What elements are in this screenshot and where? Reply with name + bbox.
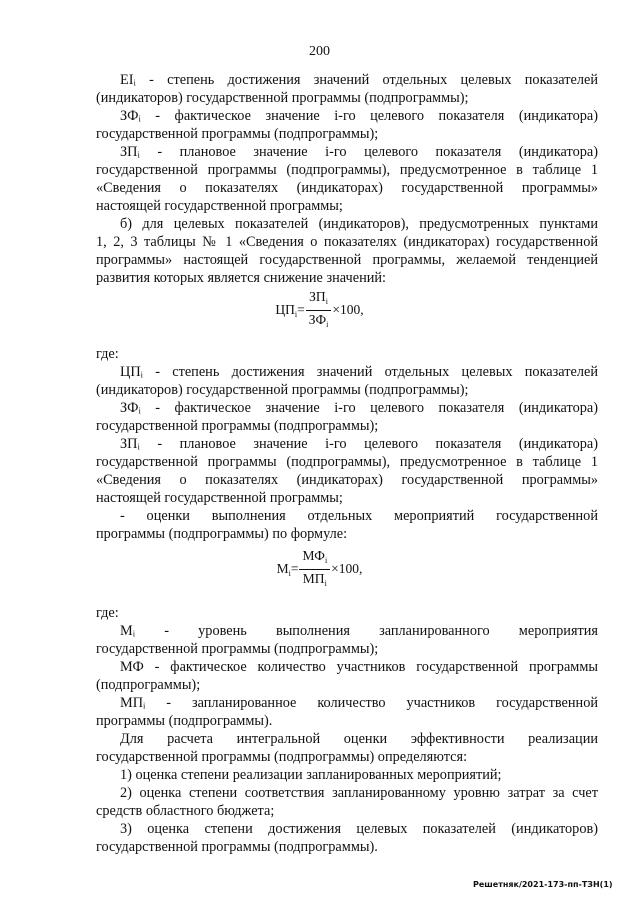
text-line: МФ - фактическое количество участников государственной программы xyxy=(120,659,598,675)
text-line: программы» настоящей государственной программы, желаемой тенденцией xyxy=(96,252,598,268)
text-line: государственной программы (подпрограммы); xyxy=(96,126,379,142)
text-line: государственной программы (подпрограммы); xyxy=(96,418,379,434)
formula-m xyxy=(0,547,639,591)
formula-cp-eq: = xyxy=(297,302,305,317)
text-line: Для расчета интегральной оценки эффективности реализации xyxy=(120,731,598,747)
formula-m-lhs: $М_i$ xyxy=(276,560,291,578)
formula-m-eq: = xyxy=(290,561,299,576)
text-line: (индикаторов) государственной программы (подпрограммы); xyxy=(96,382,469,398)
text-line: программы (подпрограммы). xyxy=(96,713,273,729)
text-line: государственной программы (подпрограммы); xyxy=(96,641,379,657)
formula-m-rhs: ×100, xyxy=(331,561,363,576)
formula-cp-fraction: $\frac{ЗП_i}{ЗФ_i}$ xyxy=(306,289,332,332)
text-line: настоящей государственной программы; xyxy=(96,490,343,506)
text-line: - оценки выполнения отдельных мероприятий государственной xyxy=(120,508,598,524)
text-line: ЦПᵢ - степень достижения значений отдельных целевых показателей xyxy=(120,364,598,380)
text-line: 3) оценка степени достижения целевых показателей (индикаторов) xyxy=(120,821,598,837)
text-line: где: xyxy=(96,346,119,362)
text-line: МПᵢ - запланированное количество участников государственной xyxy=(120,695,598,711)
text-line: государственной программы (подпрограммы). xyxy=(96,839,378,855)
text-line: государственной программы (подпрограммы), предусмотренное в таблице 1 xyxy=(96,162,598,178)
text-line: ЕІᵢ - степень достижения значений отдельных целевых показателей xyxy=(120,72,598,88)
text-line: Мᵢ - уровень выполнения запланированного мероприятия xyxy=(120,623,598,639)
text-line: ЗФᵢ - фактическое значение і-го целевого показателя (индикатора) xyxy=(120,108,598,124)
text-line: средств областного бюджета; xyxy=(96,803,275,819)
text-line: ЗПᵢ - плановое значение і-го целевого показателя (индикатора) xyxy=(120,436,598,452)
text-line: ЗФᵢ - фактическое значение і-го целевого показателя (индикатора) xyxy=(120,400,598,416)
formula-cp-rhs: ×100, xyxy=(332,302,364,317)
text-line: государственной программы (подпрограммы), предусмотренное в таблице 1 xyxy=(96,454,598,470)
text-line: «Сведения о показателях (индикаторах) государственной программы» xyxy=(96,472,598,488)
text-line: где: xyxy=(96,605,119,621)
text-line: 2) оценка степени соответствия запланированному уровню затрат за счет xyxy=(120,785,598,801)
page-number: 200 xyxy=(309,44,330,59)
text-line: «Сведения о показателях (индикаторах) государственной программы» xyxy=(96,180,598,196)
text-line: б) для целевых показателей (индикаторов), предусмотренных пунктами xyxy=(120,216,598,232)
text-line: государственной программы (подпрограммы) определяются: xyxy=(96,749,468,765)
text-line: программы (подпрограммы) по формуле: xyxy=(96,526,348,542)
text-line: (подпрограммы); xyxy=(96,677,201,693)
formula-cp-lhs: $ЦП_i$ xyxy=(275,301,298,319)
formula-m-fraction: $\frac{МФ_i}{МП_i}$ xyxy=(299,548,330,591)
text-line: развития которых является снижение значений: xyxy=(96,270,387,286)
text-line: 1) оценка степени реализации запланированных мероприятий; xyxy=(120,767,502,783)
text-line: настоящей государственной программы; xyxy=(96,198,343,214)
document-footer-reference: Решетняк/2021-173-пп-ТЗН(1) xyxy=(473,880,613,889)
text-line: (индикаторов) государственной программы (подпрограммы); xyxy=(96,90,469,106)
text-line: ЗПᵢ - плановое значение і-го целевого показателя (индикатора) xyxy=(120,144,598,160)
text-line: 1, 2, 3 таблицы № 1 «Сведения о показателях (индикаторах) государственной xyxy=(96,234,598,250)
formula-cp xyxy=(0,288,639,332)
